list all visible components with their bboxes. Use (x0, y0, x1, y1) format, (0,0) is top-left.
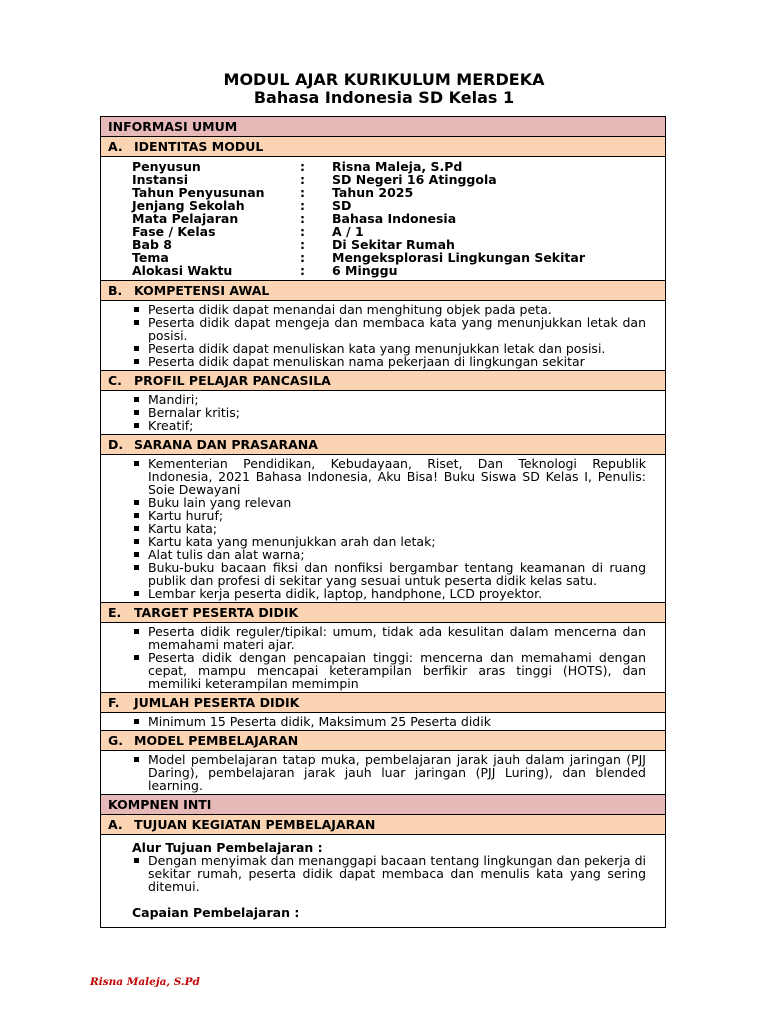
bullet-list (101, 623, 665, 692)
alur-tujuan-label: Alur Tujuan Pembelajaran : (132, 840, 323, 855)
section-title: IDENTITAS MODUL (134, 139, 264, 154)
section-letter: C. (108, 373, 122, 388)
list-item: Dengan menyimak dan menanggapi bacaan tentang lingkungan dan pekerja di sekitar rumah, peserta didik dapat membaca dan menulis kata yang sering ditemui. (132, 854, 646, 893)
identity-key: Instansi (132, 172, 189, 187)
list-item: Peserta didik dengan pencapaian tinggi: mencerna dan memahami dengan cepat, mampu mencapai keterampilan berfikir aras tinggi (HOTS), dan memiliki keterampilan memimpin (132, 651, 646, 690)
section-letter: E. (108, 605, 122, 620)
list-item: Bernalar kritis; (132, 406, 646, 419)
identity-value: Bahasa Indonesia (332, 211, 457, 226)
identity-value: 6 Minggu (332, 263, 398, 278)
list-item: Lembar kerja peserta didik, laptop, handphone, LCD proyektor. (132, 587, 646, 600)
list-item: Minimum 15 Peserta didik, Maksimum 25 Peserta didik (132, 715, 646, 728)
section-title: MODEL PEMBELAJARAN (134, 733, 299, 748)
section-sarana-body (101, 455, 665, 603)
identity-colon: : (300, 198, 305, 213)
identity-key: Alokasi Waktu (132, 263, 233, 278)
section-sarana-header (101, 435, 665, 455)
identity-list (101, 157, 665, 281)
section-kompetensi-body (101, 301, 665, 371)
identity-key: Penyusun (132, 159, 201, 174)
list-item: Kartu kata yang menunjukkan arah dan letak; (132, 535, 646, 548)
section-jumlah-header (101, 693, 665, 713)
section-title: PROFIL PELAJAR PANCASILA (134, 373, 331, 388)
identity-colon: : (300, 224, 305, 239)
section-identitas-header (101, 137, 665, 157)
section-komponen-inti: KOMPNEN INTI (101, 795, 665, 815)
section-tujuan-header (101, 815, 665, 835)
identity-colon: : (300, 159, 305, 174)
list-item: Buku-buku bacaan fiksi dan nonfiksi bergambar tentang keamanan di ruang publik dan profesi di sekitar yang sesuai untuk peserta didik kelas satu. (132, 561, 646, 587)
identity-value: Mengeksplorasi Lingkungan Sekitar (332, 250, 585, 265)
list-item: Peserta didik dapat menuliskan kata yang menunjukkan letak dan posisi. (132, 342, 646, 355)
identity-colon: : (300, 172, 305, 187)
section-letter: G. (108, 733, 124, 748)
identity-colon: : (300, 185, 305, 200)
section-title: TARGET PESERTA DIDIK (134, 605, 299, 620)
section-title: JUMLAH PESERTA DIDIK (134, 695, 300, 710)
section-model-body (101, 751, 665, 795)
list-item: Mandiri; (132, 393, 646, 406)
section-title: KOMPETENSI AWAL (134, 283, 270, 298)
identity-colon: : (300, 263, 305, 278)
identity-value: Tahun 2025 (332, 185, 414, 200)
section-letter: A. (108, 139, 123, 154)
section-target-body (101, 623, 665, 693)
identity-value: Risna Maleja, S.Pd (332, 159, 463, 174)
section-profil-header (101, 371, 665, 391)
section-jumlah-body (101, 713, 665, 731)
section-title: SARANA DAN PRASARANA (134, 437, 318, 452)
identity-key: Tema (132, 250, 169, 265)
list-item: Peserta didik dapat menuliskan nama pekerjaan di lingkungan sekitar (132, 355, 646, 368)
section-letter: A. (108, 817, 123, 832)
identity-value: SD Negeri 16 Atinggola (332, 172, 497, 187)
list-item: Kartu huruf; (132, 509, 646, 522)
identity-key: Bab 8 (132, 237, 172, 252)
list-item: Buku lain yang relevan (132, 496, 646, 509)
identity-key: Fase / Kelas (132, 224, 216, 239)
document-title: MODUL AJAR KURIKULUM MERDEKA (223, 70, 545, 89)
list-item: Peserta didik reguler/tipikal: umum, tidak ada kesulitan dalam mencerna dan memahami materi ajar. (132, 625, 646, 651)
identity-value: Di Sekitar Rumah (332, 237, 455, 252)
bullet-list (101, 751, 665, 794)
section-letter: D. (108, 437, 124, 452)
section-tujuan-body (101, 835, 665, 928)
identity-colon: : (300, 237, 305, 252)
identity-key: Tahun Penyusunan (132, 185, 265, 200)
bullet-list (101, 301, 665, 370)
section-kompetensi-header (101, 281, 665, 301)
section-target-header (101, 603, 665, 623)
section-informasi-umum: INFORMASI UMUM (101, 117, 665, 137)
list-item: Model pembelajaran tatap muka, pembelajaran jarak jauh dalam jaringan (PJJ Daring), pembelajaran jarak jauh luar jaringan (PJJ Luring), dan blended learning. (132, 753, 646, 792)
identity-colon: : (300, 211, 305, 226)
identity-row (132, 264, 665, 277)
section-letter: F. (108, 695, 120, 710)
section-title: TUJUAN KEGIATAN PEMBELAJARAN (134, 817, 376, 832)
bullet-list (101, 713, 665, 730)
list-item: Peserta didik dapat mengeja dan membaca kata yang menunjukkan letak dan posisi. (132, 316, 646, 342)
identity-key: Jenjang Sekolah (132, 198, 245, 213)
list-item: Alat tulis dan alat warna; (132, 548, 646, 561)
footer-author: Risna Maleja, S.Pd (90, 976, 200, 988)
list-item: Kartu kata; (132, 522, 646, 535)
module-table (100, 116, 666, 928)
section-profil-body (101, 391, 665, 435)
list-item: Kreatif; (132, 419, 646, 432)
section-model-header (101, 731, 665, 751)
section-letter: B. (108, 283, 123, 298)
identity-key: Mata Pelajaran (132, 211, 239, 226)
list-item: Kementerian Pendidikan, Kebudayaan, Riset, Dan Teknologi Republik Indonesia, 2021 Bahasa Indonesia, Aku Bisa! Buku Siswa SD Kelas I, Penulis: Soie Dewayani (132, 457, 646, 496)
identity-value: SD (332, 198, 352, 213)
bullet-list (101, 455, 665, 602)
identity-value: A / 1 (332, 224, 364, 239)
identity-colon: : (300, 250, 305, 265)
bullet-list (101, 391, 665, 434)
capaian-label: Capaian Pembelajaran : (132, 905, 300, 920)
document-subtitle: Bahasa Indonesia SD Kelas 1 (253, 88, 515, 107)
list-item: Peserta didik dapat menandai dan menghitung objek pada peta. (132, 303, 646, 316)
bullet-list (132, 854, 646, 893)
